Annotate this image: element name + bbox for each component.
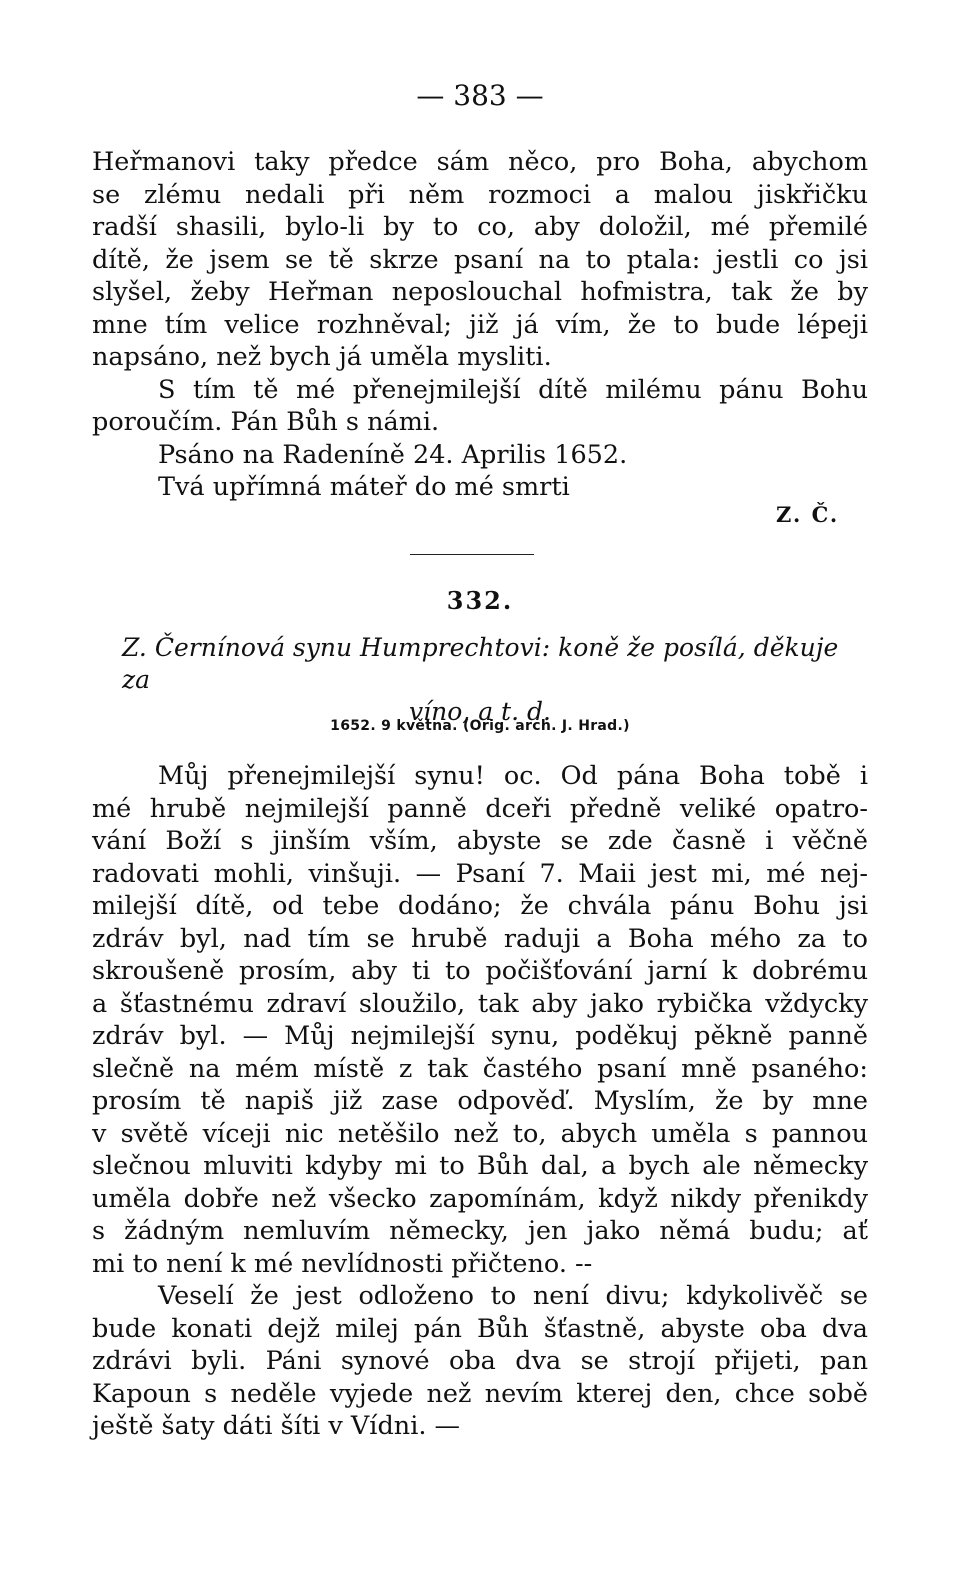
- text-line: bude konati dejž milej pán Bůh šťastně, abyste oba dva: [92, 1313, 868, 1344]
- text-line: v světě víceji nic netěšilo než to, abych uměla s pannou: [92, 1118, 868, 1149]
- text-line: se zlému nedali při něm rozmoci a malou jiskřičku: [92, 179, 868, 210]
- paragraph-1: [92, 146, 868, 374]
- text-line: a šťastnému zdraví sloužilo, tak aby jako rybička vždycky: [92, 988, 868, 1019]
- text-line: zdrávi byli. Páni synové oba dva se strojí přijeti, pan: [92, 1346, 868, 1376]
- text-line: uměla dobře než všecko zapomínám, když nikdy přenikdy: [92, 1183, 868, 1214]
- text-line: mne tím velice rozhněval; již já vím, že to bude lépeji: [92, 309, 868, 340]
- paragraph-3: [92, 760, 868, 1280]
- letter-331-text: [92, 146, 868, 504]
- closing-line: Tvá upřímná máteř do mé smrti: [158, 472, 570, 502]
- date-source: 1652. 9 května. (Orig. arch. J. Hrad.): [330, 718, 630, 734]
- paragraph-4: [92, 1280, 868, 1443]
- text-line: Můj přenejmilejší synu! oc. Od pána Boha tobě i: [158, 761, 868, 791]
- text-line: prosím tě napiš již zase odpověď. Myslím, že by mne: [92, 1086, 868, 1116]
- text-line: zdráv byl. — Můj nejmilejší synu, poděkuj pěkně panně: [92, 1021, 868, 1051]
- text-line: slečnou mluviti kdyby mi to Bůh dal, a bych ale německy: [92, 1151, 868, 1181]
- text-line: Heřmanovi taky předce sám něco, pro Boha, abychom: [92, 147, 868, 177]
- text-line: poroučím. Pán Bůh s námi.: [92, 407, 440, 437]
- text-line: ještě šaty dáti šíti v Vídni. —: [92, 1411, 461, 1441]
- text-line: radší shasili, bylo-li by to co, aby doložil, mé přemilé: [92, 212, 868, 242]
- text-line: vání Boží s jinším vším, abyste se zde časně i věčně: [92, 826, 868, 856]
- page-number: — 383 —: [416, 79, 544, 112]
- letter-subject: [92, 632, 868, 728]
- text-line: Veselí že jest odloženo to není divu; kdykolivěč se: [158, 1281, 868, 1311]
- text-line: S tím tě mé přenejmilejší dítě milému pánu Bohu: [158, 374, 868, 405]
- text-line: napsáno, než bych já uměla mysliti.: [92, 342, 552, 372]
- letter-332-text: [92, 760, 868, 1443]
- subject-line: Z. Černínová synu Humprechtovi: koně že posílá, děkuje za: [122, 633, 839, 694]
- text-line: zdráv byl, nad tím se hrubě raduji a Boha mého za to: [92, 923, 868, 954]
- signature: Z. Č.: [776, 502, 840, 527]
- letter-number: 332.: [446, 586, 514, 615]
- text-line: milejší dítě, od tebe dodáno; že chvála pánu Bohu jsi: [92, 891, 868, 921]
- subject-line: víno, a t. d.: [409, 697, 551, 726]
- text-line: s žádným nemluvím německy, jen jako němá budu; ať: [92, 1216, 868, 1246]
- dated-line: Psáno na Radeníně 24. Aprilis 1652.: [158, 439, 628, 470]
- section-divider: [410, 554, 534, 555]
- text-line: slečně na mém místě z tak častého psaní mně psaného:: [92, 1053, 868, 1084]
- text-line: skroušeně prosím, aby ti to počišťování jarní k dobrému: [92, 956, 868, 986]
- text-line: dítě, že jsem se tě skrze psaní na to ptala: jestli co jsi: [92, 244, 868, 275]
- text-line: mi to není k mé nevlídnosti přičteno. --: [92, 1248, 593, 1279]
- text-line: Kapoun s neděle vyjede než nevím kterej den, chce sobě: [92, 1378, 868, 1409]
- text-line: mé hrubě nejmilejší panně dceři předně veliké opatro-: [92, 793, 868, 824]
- text-line: radovati mohli, vinšuji. — Psaní 7. Maii jest mi, mé nej-: [92, 858, 868, 889]
- paragraph-2: [92, 374, 868, 439]
- text-line: slyšel, žeby Heřman neposlouchal hofmistra, tak že by: [92, 277, 868, 307]
